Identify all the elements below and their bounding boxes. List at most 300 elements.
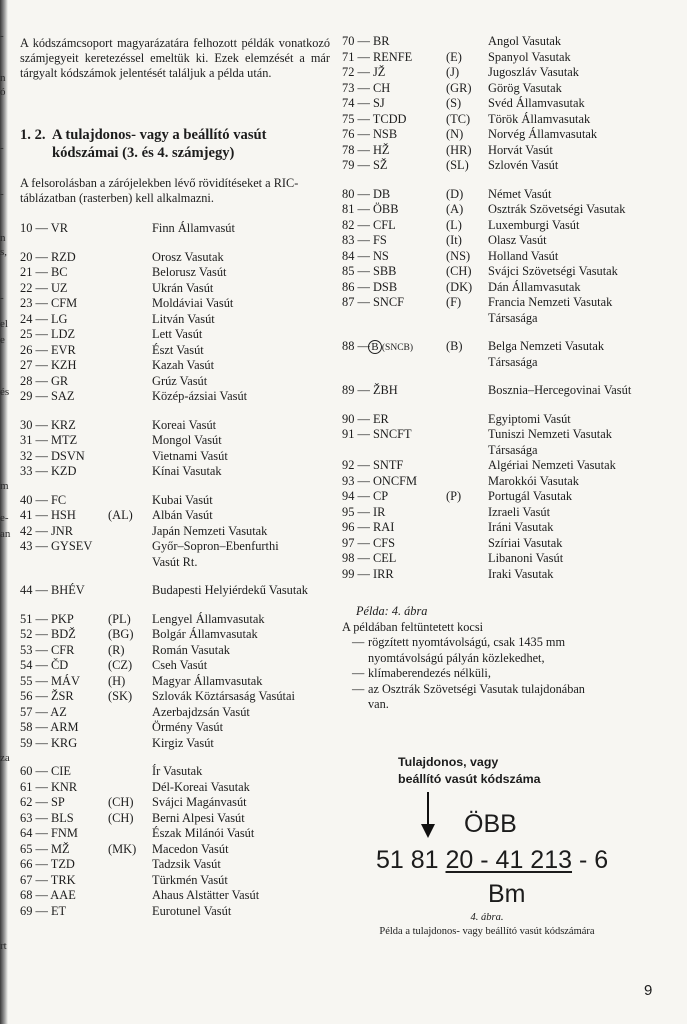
code-row — [20, 627, 330, 643]
ric-abbreviation: (AL) — [108, 508, 133, 522]
group-gap — [20, 570, 330, 583]
group-gap — [20, 405, 330, 418]
section-number: 1. 2. — [20, 127, 46, 143]
railway-name: Kazah Vasút — [152, 358, 215, 372]
code-row — [20, 811, 330, 827]
code-row — [20, 736, 330, 752]
railway-name: Izraeli Vasút — [488, 504, 551, 519]
railway-code: 91 — SNCFT — [342, 427, 412, 441]
example-label: Példa: 4. ábra — [356, 604, 428, 618]
code-row — [20, 358, 330, 374]
railway-name: Német Vasút — [488, 186, 552, 201]
figure-title — [398, 754, 541, 788]
railway-name: Marokkói Vasutak — [488, 473, 579, 488]
railway-code: 32 — DSVN — [20, 448, 85, 463]
ric-abbreviation: (BG) — [108, 627, 134, 641]
ric-abbreviation: (R) — [108, 642, 125, 657]
group-gap — [20, 480, 330, 493]
railway-code: 24 — LG — [20, 311, 68, 326]
railway-code: 56 — ŽSR — [20, 689, 74, 703]
ric-abbreviation: (H) — [108, 673, 126, 688]
code-row — [20, 689, 330, 705]
railway-name: Szíriai Vasutak — [488, 535, 563, 550]
railway-name: Dán Államvasutak — [488, 279, 581, 294]
railway-name: Algériai Nemzeti Vasutak — [488, 458, 616, 472]
railway-code: 51 — PKP — [20, 611, 74, 626]
railway-name: Ahaus Alstätter Vasút — [152, 888, 260, 902]
railway-code: 68 — AAE — [20, 888, 76, 902]
code-row — [20, 780, 330, 796]
code-row — [20, 720, 330, 736]
cut-off-margin-fragment: rt — [0, 940, 7, 952]
code-row — [20, 583, 330, 599]
bullet-dash: — — [352, 666, 365, 680]
railway-name: Macedon Vasút — [152, 841, 229, 856]
railway-code: 41 — HSH — [20, 508, 76, 522]
railway-code: 33 — KZD — [20, 464, 77, 478]
ric-abbreviation: (TC) — [446, 111, 471, 126]
railway-name: Albán Vasút — [152, 508, 213, 522]
railway-code: 70 — BR — [342, 34, 390, 48]
code-row — [342, 458, 672, 474]
code-row — [20, 795, 330, 811]
left-code-list — [20, 221, 330, 919]
cut-off-margin-fragment: e — [0, 334, 5, 346]
ric-abbreviation: (SL) — [446, 158, 469, 172]
code-row — [20, 281, 330, 297]
railway-name: Svájci Szövetségi Vasutak — [488, 264, 618, 278]
railway-code: 73 — CH — [342, 80, 391, 95]
railway-name: Győr–Sopron–Ebenfurthi — [152, 539, 279, 553]
ric-abbreviation: (N) — [446, 127, 464, 141]
railway-name: Társasága — [488, 442, 538, 457]
railway-name: Cseh Vasút — [152, 658, 208, 672]
code-row — [342, 443, 672, 459]
section-heading-line1: A tulajdonos- vagy a beállító vasút — [52, 127, 267, 143]
ric-abbreviation: (D) — [446, 186, 464, 201]
railway-code: 95 — IR — [342, 504, 386, 519]
code-row — [342, 520, 672, 536]
code-row — [342, 249, 672, 265]
railway-name: Közép-ázsiai Vasút — [152, 389, 248, 403]
railway-code: 83 — FS — [342, 233, 387, 247]
railway-code: 21 — BC — [20, 265, 68, 279]
code-row — [342, 218, 672, 234]
code-row — [20, 873, 330, 889]
code-row — [20, 842, 330, 858]
code-row — [20, 764, 330, 780]
code-row — [20, 265, 330, 281]
code-row — [20, 705, 330, 721]
code-row — [342, 339, 672, 355]
code-row — [342, 50, 672, 66]
ric-abbreviation: (B) — [446, 339, 463, 353]
ric-abbreviation: (L) — [446, 217, 462, 232]
railway-name: Belga Nemzeti Vasutak — [488, 339, 605, 353]
figure-caption-text: Példa a tulajdonos- vagy beállító vasút kódszámára — [379, 926, 595, 937]
railway-code: 54 — ČD — [20, 658, 69, 672]
wagon-number-owner-code: 20 - 41 213 — [445, 846, 573, 874]
ric-abbreviation: (P) — [446, 489, 462, 503]
railway-code: 44 — BHÉV — [20, 583, 85, 597]
railway-name: Észt Vasút — [152, 342, 204, 357]
railway-code: 10 — VR — [20, 221, 68, 235]
railway-code: 29 — SAZ — [20, 389, 75, 403]
railway-code: 74 — SJ — [342, 96, 385, 110]
railway-code: 28 — GR — [20, 373, 69, 388]
railway-name: Ír Vasutak — [152, 764, 203, 778]
code-row — [342, 158, 672, 174]
cut-off-margin-fragment: s, — [0, 246, 8, 258]
railway-code: 72 — JŽ — [342, 65, 386, 79]
railway-name: Társasága — [488, 354, 538, 369]
code-row — [20, 312, 330, 328]
section-heading — [20, 126, 330, 162]
railway-name: Holland Vasút — [488, 248, 559, 263]
railway-name: Kirgiz Vasút — [152, 735, 214, 750]
code-row — [20, 433, 330, 449]
ric-abbreviation: (CZ) — [108, 658, 133, 672]
ric-abbreviation: (MK) — [108, 841, 137, 856]
example-bullet-text: rögzített nyomtávolságú, csak 1435 mm — [368, 635, 566, 649]
wagon-number — [376, 846, 608, 875]
figure-4 — [342, 748, 672, 948]
code-row — [20, 658, 330, 674]
example-block — [342, 604, 672, 713]
code-row — [342, 311, 672, 327]
cut-off-margin-fragment: el — [0, 318, 8, 330]
railway-name: Osztrák Szövetségi Vasutak — [488, 202, 626, 216]
railway-name: Egyiptomi Vasút — [488, 411, 571, 426]
railway-code: 85 — SBB — [342, 264, 397, 278]
code-row — [20, 555, 330, 571]
railway-code: 23 — CFM — [20, 296, 78, 310]
wagon-number-check-digit: - 6 — [572, 846, 609, 874]
railway-code: 63 — BLS — [20, 810, 74, 825]
railway-name: Tuniszi Nemzeti Vasutak — [488, 427, 612, 441]
code-row — [342, 505, 672, 521]
arrow-down-icon — [421, 824, 435, 838]
ric-abbreviation: (HR) — [446, 142, 472, 157]
code-row — [342, 202, 672, 218]
railway-name: Budapesti Helyiérdekű Vasutak — [152, 583, 308, 597]
bullet-dash: — — [352, 681, 365, 696]
figure-title-line1: Tulajdonos, vagy — [398, 755, 499, 769]
railway-code: 69 — ET — [20, 903, 67, 918]
ric-abbreviation: (It) — [446, 233, 462, 247]
example-bullet-line — [342, 651, 672, 667]
railway-code: 80 — DB — [342, 186, 391, 201]
bullet-dash: — — [352, 635, 365, 649]
code-row — [342, 412, 672, 428]
railway-name: Társasága — [488, 310, 538, 325]
cut-off-margin-fragment: - — [0, 142, 4, 154]
example-bullet-line — [342, 697, 672, 713]
example-bullet-text: klímaberendezés nélküli, — [368, 666, 491, 680]
railway-code: 88 — — [342, 339, 370, 353]
railway-name: Azerbajdzsán Vasút — [152, 704, 250, 719]
railway-code: 66 — TZD — [20, 857, 75, 871]
code-row — [342, 264, 672, 280]
railway-name: Grúz Vasút — [152, 373, 208, 388]
example-bullet-text: nyomtávolságú pályán közlekedhet, — [368, 650, 545, 665]
railway-name: Litván Vasút — [152, 311, 215, 326]
railway-name: Finn Államvasút — [152, 221, 235, 235]
railway-code: 52 — BDŽ — [20, 627, 76, 641]
railway-code: 22 — UZ — [20, 280, 68, 295]
railway-name: Szlovén Vasút — [488, 158, 559, 172]
group-gap — [342, 174, 672, 187]
railway-code: 89 — ŽBH — [342, 383, 398, 397]
railway-name: Bolgár Államvasutak — [152, 627, 258, 641]
railway-code: 87 — SNCF — [342, 295, 404, 309]
railway-name: Román Vasutak — [152, 642, 230, 657]
cut-off-margin-fragment: an — [0, 528, 11, 540]
railway-code: 42 — JNR — [20, 523, 74, 538]
railway-code: 26 — EVR — [20, 342, 76, 357]
ric-abbreviation: (CH) — [108, 795, 134, 809]
intro-paragraph: A kódszámcsoport magyarázatára felhozott példák vonatkozó számjegyeit keretezéssel emeltük ki. Ezek elemzését a már tárgyalt kódszámok jelentését találjuk a példa után. — [20, 36, 330, 80]
code-row — [342, 65, 672, 81]
railway-name: Svéd Államvasutak — [488, 96, 585, 110]
code-row — [20, 508, 330, 524]
railway-code: 53 — CFR — [20, 642, 75, 657]
railway-name: Kínai Vasutak — [152, 464, 222, 478]
ric-abbreviation: (S) — [446, 96, 462, 110]
railway-name: Szlovák Köztársaság Vasútai — [152, 689, 295, 703]
code-row — [20, 493, 330, 509]
railway-code: 60 — CIE — [20, 764, 71, 778]
cut-off-margin-fragment: m — [0, 480, 9, 492]
ric-note: A felsorolásban a zárójelekben lévő rövidítéseket a RIC-táblázatban (rasterben) kell alkalmazni. — [20, 176, 299, 205]
group-gap — [342, 399, 672, 412]
code-row — [20, 612, 330, 628]
code-row — [342, 474, 672, 490]
railway-name: Vietnami Vasút — [152, 448, 228, 463]
railway-name: Norvég Államvasutak — [488, 127, 598, 141]
railway-name: Örmény Vasút — [152, 720, 224, 734]
railway-code: 30 — KRZ — [20, 417, 76, 432]
railway-name: Orosz Vasutak — [152, 249, 224, 264]
ric-abbreviation: (CH) — [108, 810, 134, 825]
railway-code: 71 — RENFE — [342, 49, 413, 64]
railway-name: Iraki Vasutak — [488, 566, 554, 581]
code-row — [342, 489, 672, 505]
railway-name: Ukrán Vasút — [152, 280, 214, 295]
code-row — [342, 280, 672, 296]
right-code-list — [342, 34, 672, 582]
code-row — [20, 888, 330, 904]
railway-code: 62 — SP — [20, 795, 65, 809]
group-gap — [342, 370, 672, 383]
code-row — [342, 233, 672, 249]
code-row — [20, 343, 330, 359]
ric-abbreviation: (J) — [446, 65, 460, 79]
railway-name: Horvát Vasút — [488, 142, 553, 157]
obb-label: ÖBB — [464, 810, 517, 838]
railway-name: Dél-Koreai Vasutak — [152, 779, 250, 794]
code-row — [20, 904, 330, 920]
group-gap — [20, 751, 330, 764]
code-row — [20, 418, 330, 434]
cut-off-margin-fragment: - — [0, 188, 4, 200]
railway-name: Japán Nemzeti Vasutak — [152, 523, 268, 538]
railway-name: Luxemburgi Vasút — [488, 217, 580, 232]
code-row — [342, 295, 672, 311]
railway-code: 76 — NSB — [342, 127, 398, 141]
railway-name: Vasút Rt. — [152, 554, 198, 569]
code-row — [20, 374, 330, 390]
railway-name: Görög Vasutak — [488, 80, 562, 95]
railway-name: Türkmén Vasút — [152, 872, 228, 887]
railway-name: Berni Alpesi Vasút — [152, 810, 245, 825]
code-row — [342, 112, 672, 128]
wagon-number-prefix: 51 81 — [376, 846, 446, 874]
group-gap — [20, 599, 330, 612]
code-row — [342, 81, 672, 97]
code-row — [342, 567, 672, 583]
ric-abbreviation: (F) — [446, 295, 462, 309]
railway-name: Észak Milánói Vasút — [152, 826, 255, 840]
code-row — [342, 34, 672, 50]
code-row — [342, 127, 672, 143]
sncb-logo-badge: B — [368, 340, 382, 354]
example-bullet-text: van. — [368, 697, 389, 711]
railway-code: 43 — GYSEV — [20, 539, 93, 553]
example-bullet-text: az Osztrák Szövetségi Vasutak tulajdonában — [368, 681, 585, 696]
railway-name: Koreai Vasút — [152, 417, 217, 432]
railway-name: Moldáviai Vasút — [152, 296, 234, 310]
railway-code: 82 — CFL — [342, 217, 396, 232]
railway-name: Svájci Magánvasút — [152, 795, 247, 809]
sncb-abbr: (SNCB) — [381, 343, 414, 353]
example-bullet-line — [342, 666, 672, 682]
railway-code: 92 — SNTF — [342, 458, 404, 472]
code-row — [20, 464, 330, 480]
railway-code: 96 — RAI — [342, 520, 395, 534]
ric-abbreviation: (GR) — [446, 80, 472, 95]
railway-code: 59 — KRG — [20, 735, 78, 750]
railway-code: 58 — ARM — [20, 720, 79, 734]
cut-off-margin-fragment: e- — [0, 512, 9, 524]
railway-name: Belorusz Vasút — [152, 265, 227, 279]
cut-off-margin-fragment: n — [0, 232, 6, 244]
railway-code: 27 — KZH — [20, 358, 77, 372]
railway-name: Francia Nemzeti Vasutak — [488, 295, 613, 309]
railway-code: 55 — MÁV — [20, 673, 80, 688]
railway-code: 31 — MTZ — [20, 433, 78, 447]
example-bullet-line — [342, 635, 672, 651]
railway-name: Olasz Vasút — [488, 233, 547, 247]
railway-code: 79 — SŽ — [342, 158, 388, 172]
arrow-shaft — [427, 792, 429, 826]
code-row — [342, 427, 672, 443]
wagon-type-label: Bm — [488, 880, 526, 908]
cut-off-margin-fragment: ó — [0, 86, 6, 98]
railway-code: 64 — FNM — [20, 826, 78, 840]
ric-abbreviation: (NS) — [446, 248, 471, 263]
railway-name: Angol Vasutak — [488, 34, 562, 48]
example-intro: A példában feltüntetett kocsi — [342, 619, 484, 634]
cut-off-margin-fragment: - — [0, 292, 4, 304]
ric-abbreviation: (E) — [446, 49, 462, 64]
group-gap — [342, 326, 672, 339]
code-row — [20, 296, 330, 312]
railway-name: Iráni Vasutak — [488, 520, 554, 534]
railway-code: 86 — DSB — [342, 279, 398, 294]
railway-code: 57 — AZ — [20, 704, 67, 719]
figure-title-line2: beállító vasút kódszáma — [398, 772, 541, 786]
code-row — [20, 449, 330, 465]
railway-code: 84 — NS — [342, 248, 389, 263]
code-row — [20, 826, 330, 842]
ric-abbreviation: (A) — [446, 202, 464, 216]
railway-name: Spanyol Vasutak — [488, 49, 571, 64]
railway-code: 75 — TCDD — [342, 111, 407, 126]
railway-name: Eurotunel Vasút — [152, 903, 232, 918]
railway-name: Libanoni Vasút — [488, 551, 564, 565]
page-number: 9 — [644, 982, 653, 999]
code-row — [342, 143, 672, 159]
railway-name: Lett Vasút — [152, 327, 203, 341]
railway-name: Kubai Vasút — [152, 492, 213, 507]
code-row — [20, 524, 330, 540]
railway-name: Török Államvasutak — [488, 111, 591, 126]
code-row — [342, 187, 672, 203]
railway-name: Bosznia–Hercegovinai Vasút — [488, 383, 632, 397]
group-gap — [20, 237, 330, 250]
railway-code: 93 — ONCFM — [342, 473, 418, 488]
railway-name: Magyar Államvasutak — [152, 673, 263, 688]
code-row — [20, 643, 330, 659]
code-row — [342, 551, 672, 567]
cut-off-margin-fragment: - — [0, 30, 4, 42]
railway-code: 20 — RZD — [20, 249, 76, 264]
code-row — [20, 674, 330, 690]
railway-name: Tadzsik Vasút — [152, 857, 221, 871]
code-row — [342, 536, 672, 552]
railway-code: 97 — CFS — [342, 535, 396, 550]
railway-code: 78 — HŽ — [342, 142, 390, 157]
railway-name: Portugál Vasutak — [488, 489, 573, 503]
code-row — [342, 383, 672, 399]
example-bullet-line — [342, 682, 672, 698]
ric-abbreviation: (CH) — [446, 264, 472, 278]
railway-code: 65 — MŽ — [20, 841, 70, 856]
code-row — [20, 221, 330, 237]
railway-code: 67 — TRK — [20, 872, 76, 887]
cut-off-margin-fragment: n — [0, 72, 6, 84]
cut-off-margin-text — [0, 0, 12, 1024]
ric-abbreviation: (SK) — [108, 689, 133, 703]
ric-abbreviation: (DK) — [446, 279, 473, 294]
railway-code: 99 — IRR — [342, 566, 394, 581]
railway-name: Jugoszláv Vasutak — [488, 65, 579, 79]
code-row — [342, 355, 672, 371]
railway-code: 90 — ER — [342, 411, 389, 426]
code-row — [20, 539, 330, 555]
code-row — [342, 96, 672, 112]
ric-abbreviation: (PL) — [108, 611, 131, 626]
code-row — [20, 389, 330, 405]
railway-code: 98 — CEL — [342, 551, 397, 565]
railway-name: Lengyel Államvasutak — [152, 611, 265, 626]
railway-code: 61 — KNR — [20, 779, 78, 794]
section-heading-line2: kódszámai (3. és 4. számjegy) — [52, 145, 235, 161]
code-row — [20, 327, 330, 343]
railway-code: 40 — FC — [20, 492, 67, 507]
code-row — [20, 857, 330, 873]
